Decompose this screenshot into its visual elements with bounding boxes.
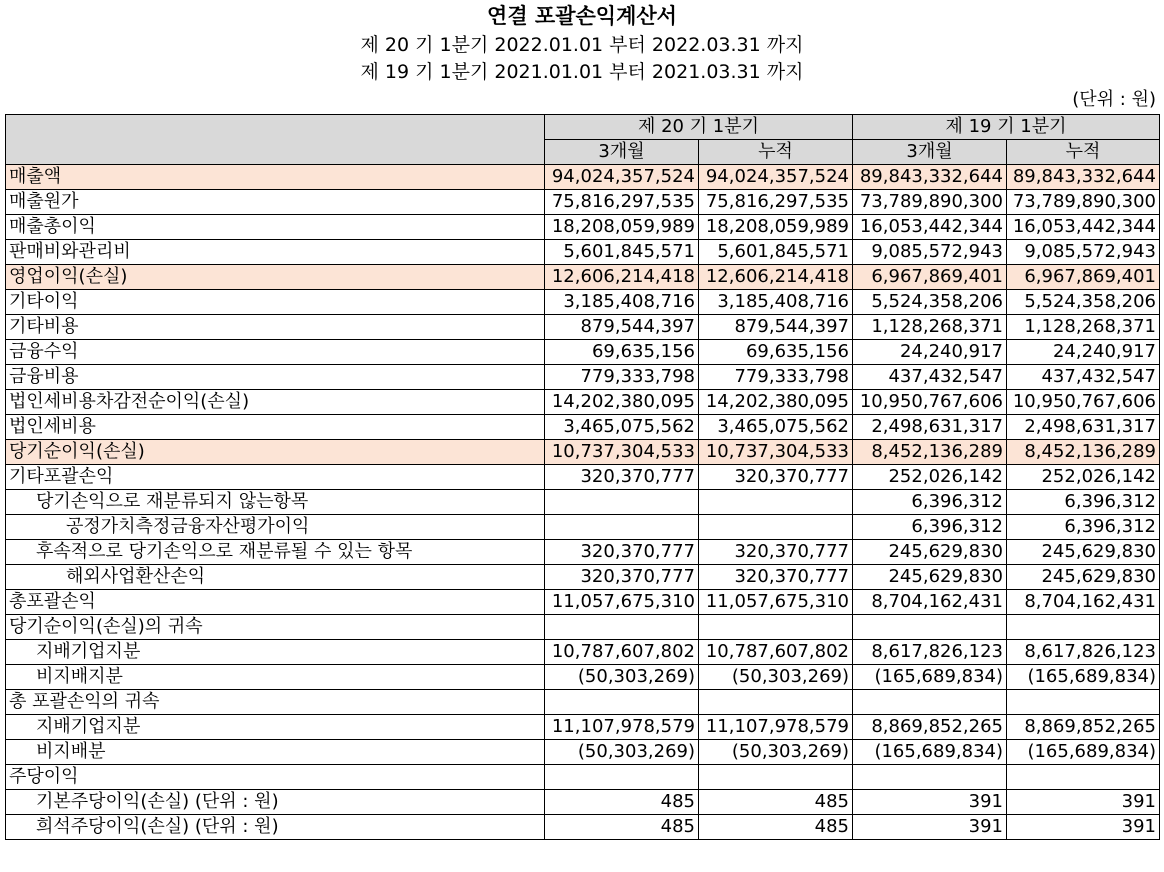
table-row — [6, 590, 1160, 615]
value-cell — [545, 490, 699, 515]
value-cell: (165,689,834) — [853, 740, 1007, 765]
value-cell: (50,303,269) — [699, 740, 853, 765]
table-row — [6, 340, 1160, 365]
value-cell — [853, 690, 1007, 715]
value-cell: (165,689,834) — [853, 665, 1007, 690]
value-cell: 10,787,607,802 — [545, 640, 699, 665]
value-cell: 391 — [853, 815, 1007, 840]
value-cell — [1007, 615, 1160, 640]
value-cell: 252,026,142 — [1007, 465, 1160, 490]
value-cell: 89,843,332,644 — [1007, 165, 1160, 190]
value-cell: 14,202,380,095 — [545, 390, 699, 415]
value-cell: 9,085,572,943 — [1007, 240, 1160, 265]
value-cell: 6,396,312 — [1007, 490, 1160, 515]
row-label: 공정가치측정금융자산평가이익 — [6, 515, 545, 540]
period-line-current: 제 20 기 1분기 2022.01.01 부터 2022.03.31 까지 — [360, 34, 804, 56]
table-row — [6, 640, 1160, 665]
value-cell: 12,606,214,418 — [545, 265, 699, 290]
table-row — [6, 790, 1160, 815]
value-cell: 5,601,845,571 — [699, 240, 853, 265]
value-cell — [699, 515, 853, 540]
row-label: 당기손익으로 재분류되지 않는항목 — [6, 490, 545, 515]
value-cell: 391 — [853, 790, 1007, 815]
value-cell: 2,498,631,317 — [853, 415, 1007, 440]
value-cell — [1007, 690, 1160, 715]
value-cell: 485 — [545, 790, 699, 815]
value-cell: 24,240,917 — [1007, 340, 1160, 365]
table-row — [6, 565, 1160, 590]
row-label: 지배기업지분 — [6, 715, 545, 740]
row-label: 비지배분 — [6, 740, 545, 765]
value-cell: (165,689,834) — [1007, 665, 1160, 690]
document-title: 연결 포괄손익계산서 — [487, 4, 677, 28]
value-cell: 89,843,332,644 — [853, 165, 1007, 190]
value-cell: 11,107,978,579 — [545, 715, 699, 740]
value-cell: 6,396,312 — [853, 515, 1007, 540]
value-cell: 879,544,397 — [699, 315, 853, 340]
income-statement-table — [5, 114, 1160, 840]
value-cell — [545, 690, 699, 715]
value-cell: 10,787,607,802 — [699, 640, 853, 665]
value-cell: 8,704,162,431 — [853, 590, 1007, 615]
row-label: 매출총이익 — [6, 215, 545, 240]
row-label: 기타비용 — [6, 315, 545, 340]
table-row — [6, 765, 1160, 790]
value-cell: 245,629,830 — [1007, 540, 1160, 565]
table-row — [6, 515, 1160, 540]
header-cumulative: 누적 — [1007, 140, 1160, 165]
value-cell: 391 — [1007, 815, 1160, 840]
value-cell: 11,057,675,310 — [545, 590, 699, 615]
value-cell: 320,370,777 — [545, 465, 699, 490]
value-cell: 11,107,978,579 — [699, 715, 853, 740]
value-cell: 12,606,214,418 — [699, 265, 853, 290]
value-cell: 8,869,852,265 — [853, 715, 1007, 740]
value-cell: 485 — [545, 815, 699, 840]
value-cell: 73,789,890,300 — [1007, 190, 1160, 215]
row-label: 해외사업환산손익 — [6, 565, 545, 590]
table-row — [6, 740, 1160, 765]
table-row — [6, 440, 1160, 465]
row-label: 기본주당이익(손실) (단위 : 원) — [6, 790, 545, 815]
value-cell — [545, 765, 699, 790]
value-cell: 8,617,826,123 — [853, 640, 1007, 665]
unit-label: (단위 : 원) — [1072, 89, 1156, 110]
row-label: 금융비용 — [6, 365, 545, 390]
row-label: 지배기업지분 — [6, 640, 545, 665]
row-label: 당기순이익(손실)의 귀속 — [6, 615, 545, 640]
table-row — [6, 490, 1160, 515]
value-cell: 1,128,268,371 — [1007, 315, 1160, 340]
value-cell: 9,085,572,943 — [853, 240, 1007, 265]
value-cell: 10,737,304,533 — [699, 440, 853, 465]
row-label: 총포괄손익 — [6, 590, 545, 615]
row-label: 매출원가 — [6, 190, 545, 215]
value-cell: 320,370,777 — [699, 565, 853, 590]
table-row — [6, 315, 1160, 340]
value-cell: 10,950,767,606 — [1007, 390, 1160, 415]
value-cell: 8,452,136,289 — [1007, 440, 1160, 465]
table-row — [6, 265, 1160, 290]
value-cell: (50,303,269) — [545, 740, 699, 765]
value-cell: 1,128,268,371 — [853, 315, 1007, 340]
table-row — [6, 165, 1160, 190]
value-cell: 75,816,297,535 — [545, 190, 699, 215]
value-cell: 485 — [699, 790, 853, 815]
period-line-prior: 제 19 기 1분기 2021.01.01 부터 2021.03.31 까지 — [360, 61, 804, 83]
value-cell: 2,498,631,317 — [1007, 415, 1160, 440]
row-label: 판매비와관리비 — [6, 240, 545, 265]
value-cell — [699, 765, 853, 790]
row-label: 금융수익 — [6, 340, 545, 365]
value-cell: 8,617,826,123 — [1007, 640, 1160, 665]
table-row — [6, 290, 1160, 315]
row-label: 영업이익(손실) — [6, 265, 545, 290]
header-period-prior: 제 19 기 1분기 — [853, 115, 1160, 140]
value-cell: 3,465,075,562 — [699, 415, 853, 440]
table-row — [6, 715, 1160, 740]
value-cell: 73,789,890,300 — [853, 190, 1007, 215]
value-cell: 779,333,798 — [699, 365, 853, 390]
value-cell: (50,303,269) — [545, 665, 699, 690]
value-cell: 94,024,357,524 — [699, 165, 853, 190]
value-cell — [1007, 765, 1160, 790]
value-cell: 320,370,777 — [545, 565, 699, 590]
header-label-cell — [6, 115, 545, 165]
value-cell: 8,869,852,265 — [1007, 715, 1160, 740]
value-cell — [699, 615, 853, 640]
table-row — [6, 615, 1160, 640]
table-row — [6, 390, 1160, 415]
value-cell: 6,396,312 — [1007, 515, 1160, 540]
value-cell: 245,629,830 — [853, 565, 1007, 590]
row-label: 기타이익 — [6, 290, 545, 315]
row-label: 총 포괄손익의 귀속 — [6, 690, 545, 715]
value-cell: 391 — [1007, 790, 1160, 815]
table-row — [6, 415, 1160, 440]
value-cell: 779,333,798 — [545, 365, 699, 390]
value-cell: 5,524,358,206 — [1007, 290, 1160, 315]
value-cell: 252,026,142 — [853, 465, 1007, 490]
table-row — [6, 365, 1160, 390]
value-cell: 8,452,136,289 — [853, 440, 1007, 465]
value-cell: 18,208,059,989 — [545, 215, 699, 240]
table-row — [6, 465, 1160, 490]
value-cell: 11,057,675,310 — [699, 590, 853, 615]
row-label: 매출액 — [6, 165, 545, 190]
row-label: 당기순이익(손실) — [6, 440, 545, 465]
value-cell: 16,053,442,344 — [853, 215, 1007, 240]
value-cell: 5,601,845,571 — [545, 240, 699, 265]
row-label: 법인세비용 — [6, 415, 545, 440]
header-3month: 3개월 — [545, 140, 699, 165]
value-cell: 437,432,547 — [853, 365, 1007, 390]
table-row — [6, 540, 1160, 565]
value-cell: 3,185,408,716 — [699, 290, 853, 315]
table-row — [6, 240, 1160, 265]
value-cell: 10,950,767,606 — [853, 390, 1007, 415]
value-cell: (165,689,834) — [1007, 740, 1160, 765]
value-cell — [699, 490, 853, 515]
row-label: 희석주당이익(손실) (단위 : 원) — [6, 815, 545, 840]
value-cell — [545, 515, 699, 540]
value-cell: 5,524,358,206 — [853, 290, 1007, 315]
value-cell: 6,967,869,401 — [1007, 265, 1160, 290]
value-cell: 69,635,156 — [545, 340, 699, 365]
row-label: 주당이익 — [6, 765, 545, 790]
header-row-periods — [6, 115, 1160, 140]
value-cell: 3,465,075,562 — [545, 415, 699, 440]
value-cell: 6,967,869,401 — [853, 265, 1007, 290]
value-cell: 18,208,059,989 — [699, 215, 853, 240]
value-cell: 879,544,397 — [545, 315, 699, 340]
value-cell: 485 — [699, 815, 853, 840]
table-row — [6, 690, 1160, 715]
value-cell: 245,629,830 — [1007, 565, 1160, 590]
value-cell — [853, 615, 1007, 640]
row-label: 법인세비용차감전순이익(손실) — [6, 390, 545, 415]
value-cell — [545, 615, 699, 640]
value-cell: 3,185,408,716 — [545, 290, 699, 315]
row-label: 후속적으로 당기손익으로 재분류될 수 있는 항목 — [6, 540, 545, 565]
table-row — [6, 190, 1160, 215]
value-cell: 245,629,830 — [853, 540, 1007, 565]
value-cell: 437,432,547 — [1007, 365, 1160, 390]
table-row — [6, 215, 1160, 240]
value-cell: 10,737,304,533 — [545, 440, 699, 465]
value-cell: 69,635,156 — [699, 340, 853, 365]
value-cell: 6,396,312 — [853, 490, 1007, 515]
value-cell: 320,370,777 — [545, 540, 699, 565]
table-row — [6, 665, 1160, 690]
value-cell: 16,053,442,344 — [1007, 215, 1160, 240]
row-label: 비지배지분 — [6, 665, 545, 690]
value-cell: 24,240,917 — [853, 340, 1007, 365]
value-cell: 320,370,777 — [699, 465, 853, 490]
value-cell: 14,202,380,095 — [699, 390, 853, 415]
row-label: 기타포괄손익 — [6, 465, 545, 490]
value-cell: (50,303,269) — [699, 665, 853, 690]
header-cumulative: 누적 — [699, 140, 853, 165]
header-period-current: 제 20 기 1분기 — [545, 115, 853, 140]
header-3month: 3개월 — [853, 140, 1007, 165]
value-cell — [853, 765, 1007, 790]
value-cell: 94,024,357,524 — [545, 165, 699, 190]
value-cell: 320,370,777 — [699, 540, 853, 565]
value-cell: 75,816,297,535 — [699, 190, 853, 215]
table-row — [6, 815, 1160, 840]
value-cell — [699, 690, 853, 715]
value-cell: 8,704,162,431 — [1007, 590, 1160, 615]
